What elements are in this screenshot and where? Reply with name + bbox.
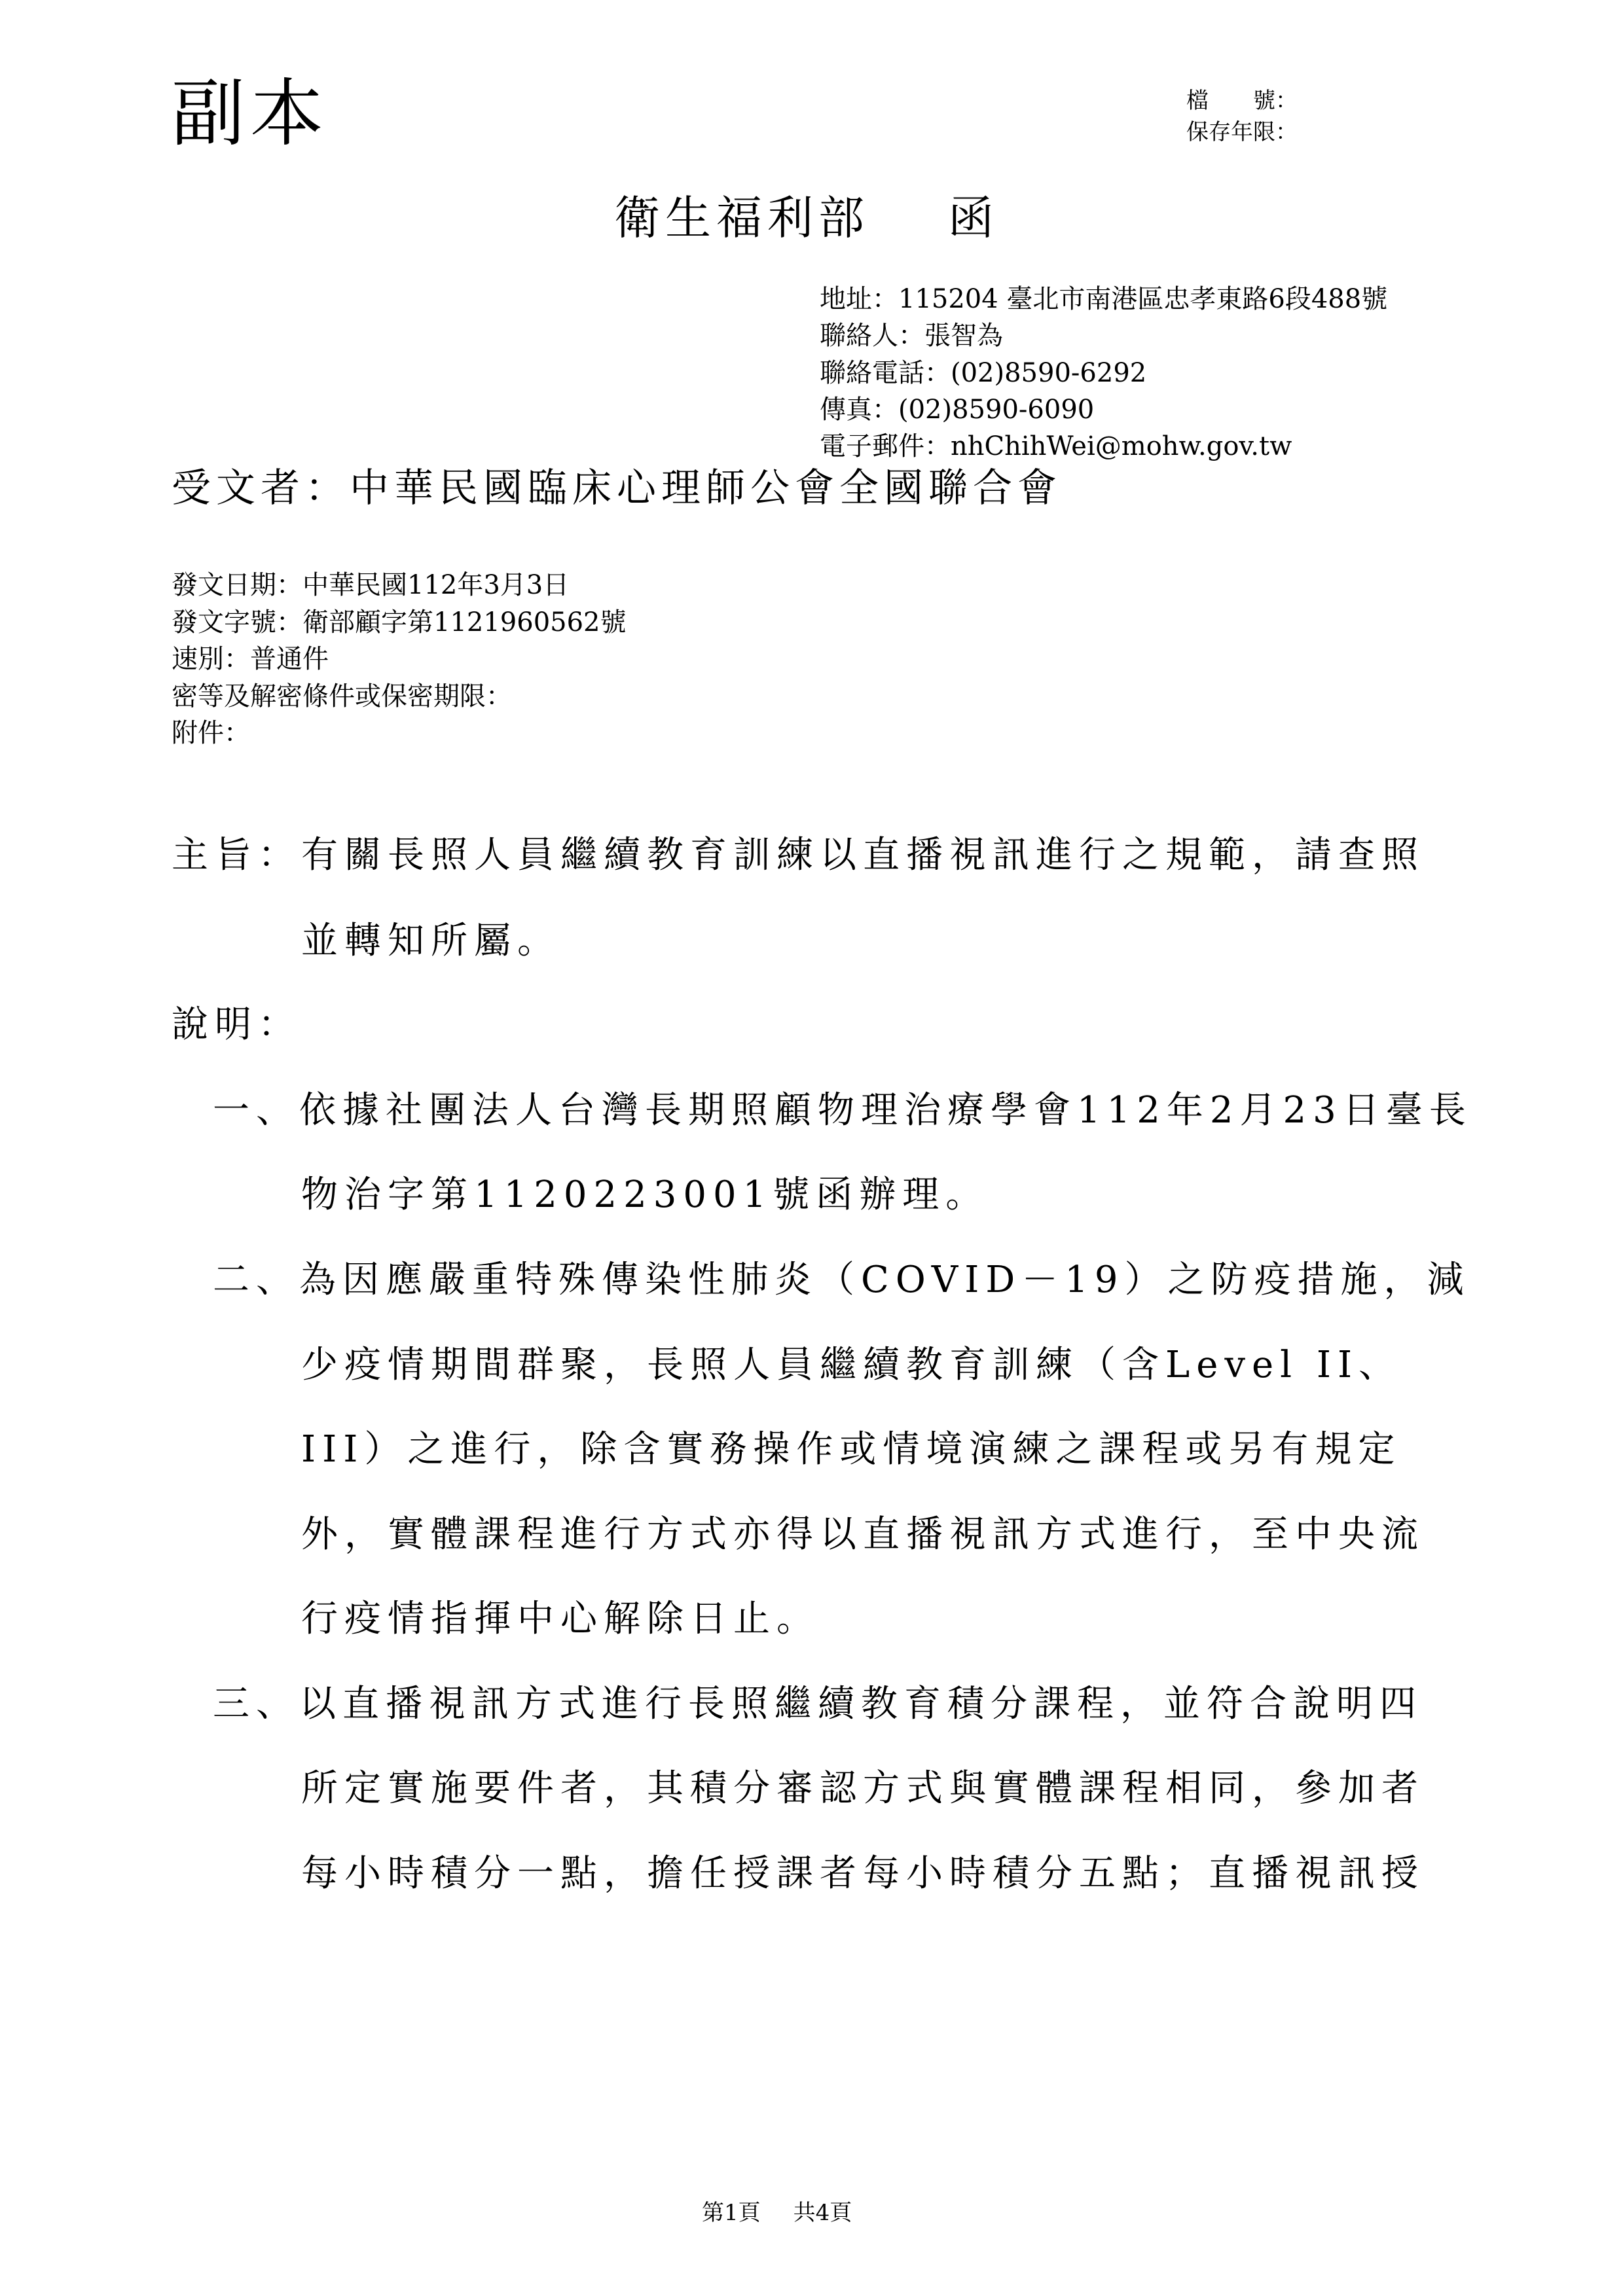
explanation-item-2-line-2: 少疫情期間群聚，長照人員繼續教育訓練（含Level II、 [301,1344,1402,1386]
contact-address: 地址：115204 臺北市南港區忠孝東路6段488號 [820,284,1388,314]
issue-date: 發文日期：中華民國112年3月3日 [172,570,570,600]
explanation-label: 說明： [172,1003,301,1046]
contact-phone: 聯絡電話：(02)8590-6292 [820,358,1147,388]
explanation-item-3-line-3: 每小時積分一點，擔任授課者每小時積分五點；直播視訊授 [301,1852,1425,1895]
explanation-item-1-line-2: 物治字第1120223001號函辦理。 [301,1174,989,1216]
subject-line-1: 主旨：有關長照人員繼續教育訓練以直播視訊進行之規範，請查照 [172,834,1425,876]
attachment: 附件： [172,718,250,748]
contact-fax: 傳真：(02)8590-6090 [820,395,1095,425]
contact-email: 電子郵件：nhChihWei@mohw.gov.tw [820,431,1292,461]
explanation-item-2-line-3: III）之進行，除含實務操作或情境演練之課程或另有規定 [301,1428,1402,1471]
agency-name: 衛生福利部 [614,191,869,245]
copy-stamp: 副本 [172,71,329,156]
page-total: 共4頁 [793,2200,852,2226]
explanation-item-2-line-4: 外，實體課程進行方式亦得以直播視訊方式進行，至中央流 [301,1513,1425,1556]
retention-period-label: 保存年限： [1186,119,1298,145]
archive-number-label: 檔 號： [1186,88,1298,114]
recipient: 受文者：中華民國臨床心理師公會全國聯合會 [172,465,1062,511]
explanation-item-2-line-5: 行疫情指揮中心解除日止。 [301,1598,820,1640]
page-footer [702,2202,852,2224]
explanation-item-3-line-2: 所定實施要件者，其積分審認方式與實體課程相同，參加者 [301,1767,1425,1810]
explanation-item-2-line-1: 二、為因應嚴重特殊傳染性肺炎（COVID－19）之防疫措施，減 [213,1259,1470,1301]
document-title [614,191,999,245]
page-number: 第1頁 [702,2200,761,2226]
subject-line-2: 並轉知所屬。 [301,920,560,962]
delivery-speed: 速別：普通件 [172,644,329,674]
explanation-item-1-line-1: 一、依據社團法人台灣長期照顧物理治療學會112年2月23日臺長 [213,1089,1472,1132]
explanation-item-3-line-1: 三、以直播視訊方式進行長照繼續教育積分課程，並符合說明四 [213,1683,1423,1725]
document-number: 發文字號：衛部顧字第1121960562號 [172,607,627,637]
document-type: 函 [948,191,999,245]
contact-person: 聯絡人：張智為 [820,321,1003,351]
secrecy-level: 密等及解密條件或保密期限： [172,681,512,711]
